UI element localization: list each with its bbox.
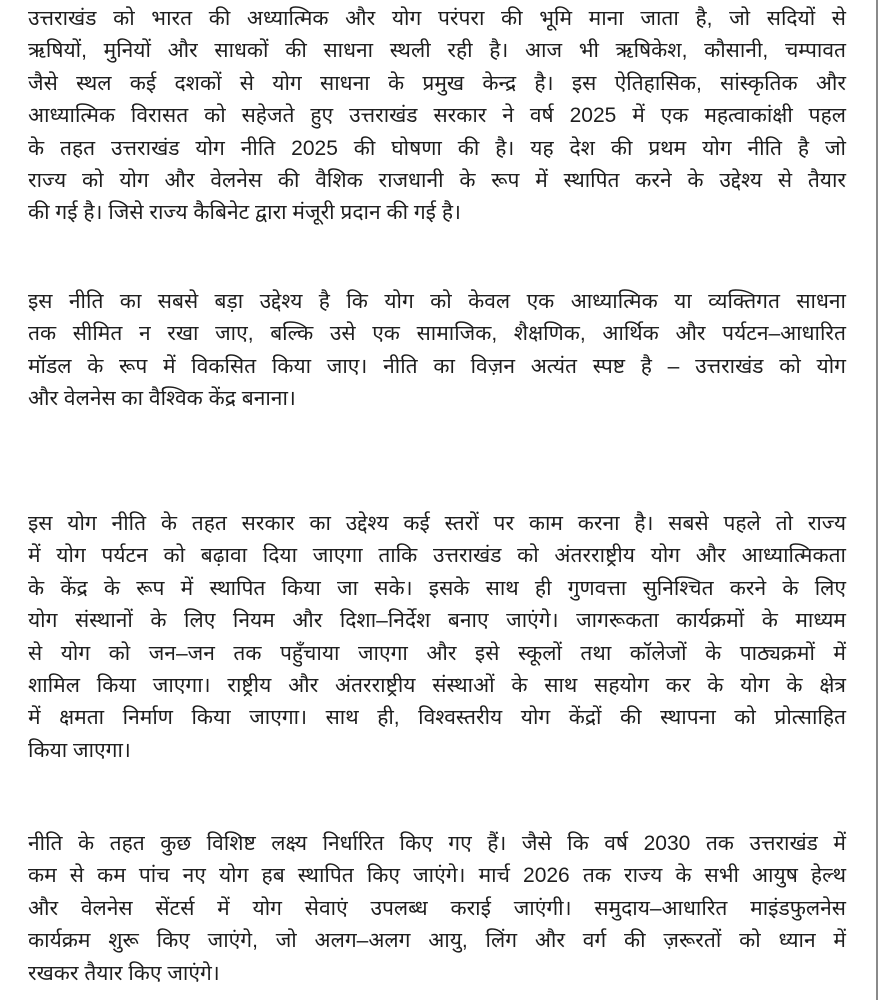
text-line: किया जाएगा। — [28, 738, 131, 762]
text-line: उत्तराखंड को भारत की अध्यात्मिक और योग परंपरा की भूमि माना जाता है, जो सदियों से — [28, 7, 846, 30]
text-line: में योग पर्यटन को बढ़ावा दिया जाएगा ताकि उत्तराखंड को अंतरराष्ट्रीय योग और आध्यात्मिकता — [28, 544, 846, 568]
text-line: रखकर तैयार किए जाएंगे। — [28, 961, 220, 985]
text-line: की गई है। जिसे राज्य कैबिनेट द्वारा मंजूरी प्रदान की गई है। — [28, 201, 461, 225]
text-line: जैसे स्थल कई दशकों से योग साधना के प्रमुख केन्द्र है। इस ऐतिहासिक, सांस्कृतिक और — [28, 71, 846, 95]
paragraph-introduction — [28, 3, 846, 230]
text-line: नीति के तहत कुछ विशिष्ट लक्ष्य निर्धारित किए गए हैं। जैसे कि वर्ष 2030 तक उत्तराखंड में — [28, 832, 846, 855]
text-line: के तहत उत्तराखंड योग नीति 2025 की घोषणा की है। यह देश की प्रथम योग नीति है जो — [28, 136, 846, 160]
text-line: कम से कम पांच नए योग हब स्थापित किए जाएंगे। मार्च 2026 तक राज्य के सभी आयुष हेल्थ — [28, 864, 846, 888]
paragraph-specific-targets — [28, 828, 846, 990]
text-line: कार्यक्रम शुरू किए जाएंगे, जो अलग–अलग आयु, लिंग और वर्ग की ज़रूरतों को ध्यान में — [28, 929, 846, 953]
text-line: मॉडल के रूप में विकसित किया जाए। नीति का विज़न अत्यंत स्पष्ट है – उत्तराखंड को योग — [28, 354, 846, 378]
paragraph-government-aims — [28, 508, 846, 767]
text-line: शामिल किया जाएगा। राष्ट्रीय और अंतरराष्ट्रीय संस्थाओं के साथ सहयोग कर के योग के क्षेत्र — [28, 673, 846, 697]
text-line: और वेलनेस सेंटर्स में योग सेवाएं उपलब्ध कराई जाएंगी। समुदाय–आधारित माइंडफुलनेस — [28, 896, 846, 920]
text-line: के केंद्र के रूप में स्थापित किया जा सके। इसके साथ ही गुणवत्ता सुनिश्चित करने के लिए — [28, 576, 846, 600]
text-line: इस नीति का सबसे बड़ा उद्देश्य है कि योग को केवल एक आध्यात्मिक या व्यक्तिगत साधना — [28, 290, 846, 313]
text-line: में क्षमता निर्माण किया जाएगा। साथ ही, विश्वस्तरीय योग केंद्रों की स्थापना को प्रोत्साहित — [28, 706, 846, 730]
text-line: से योग को जन–जन तक पहुँचाया जाएगा और इसे स्कूलों तथा कॉलेजों के पाठ्यक्रमों में — [28, 641, 846, 665]
text-line: इस योग नीति के तहत सरकार का उद्देश्य कई स्तरों पर काम करना है। सबसे पहले तो राज्य — [28, 512, 846, 535]
text-line: और वेलनेस का वैश्विक केंद्र बनाना। — [28, 387, 296, 411]
page-edge-divider — [876, 0, 878, 1000]
text-line: तक सीमित न रखा जाए, बल्कि उसे एक सामाजिक, शैक्षणिक, आर्थिक और पर्यटन–आधारित — [28, 322, 846, 346]
text-line: राज्य को योग और वेलनेस की वैशिक राजधानी के रूप में स्थापित करने के उद्देश्य से तैयार — [28, 168, 846, 192]
paragraph-objective — [28, 286, 846, 416]
text-line: आध्यात्मिक विरासत को सहेजते हुए उत्तराखंड सरकार ने वर्ष 2025 में एक महत्वाकांक्षी पहल — [28, 104, 846, 128]
text-line: ऋषियों, मुनियों और साधकों की साधना स्थली रही है। आज भी ऋषिकेश, कौसानी, चम्पावत — [28, 39, 846, 63]
text-line: योग संस्थानों के लिए नियम और दिशा–निर्देश बनाए जाएंगे। जागरूकता कार्यक्रमों के माध्यम — [28, 609, 846, 633]
